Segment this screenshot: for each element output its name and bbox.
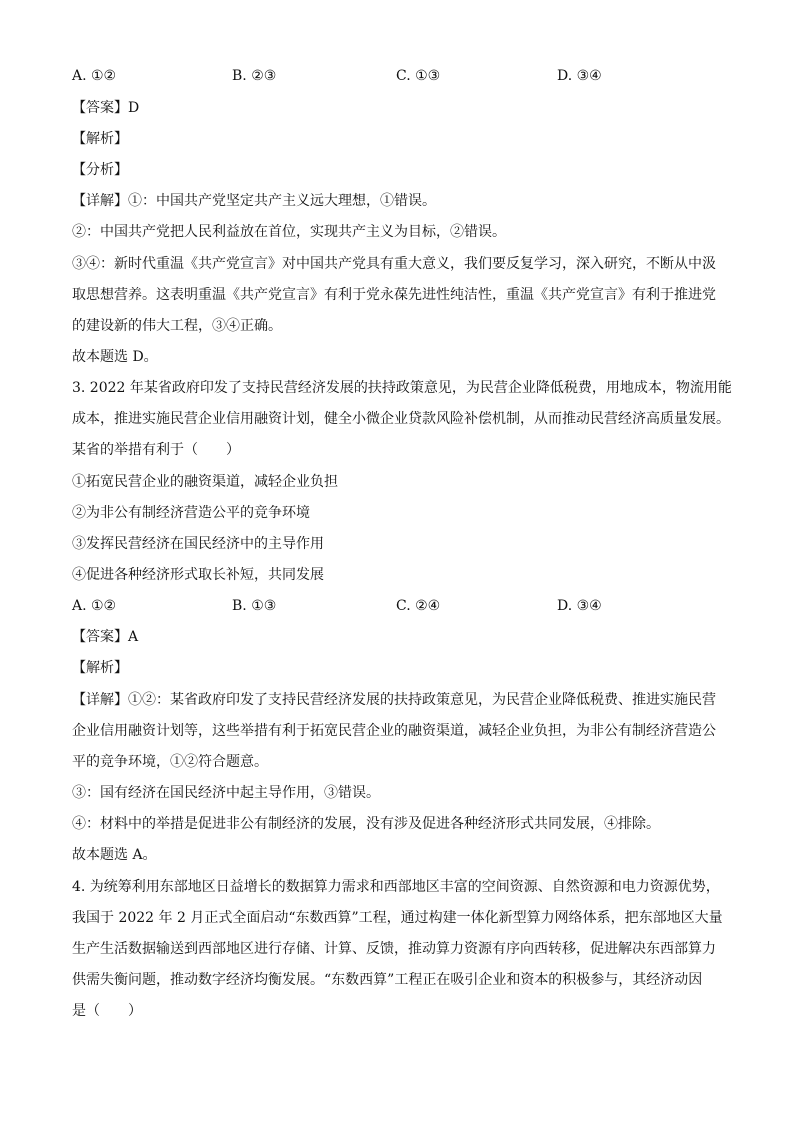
q4-stem-line: 生产生活数据输送到西部地区进行存储、计算、反馈，推动算力资源有序向西转移，促进解决东西部算力 xyxy=(72,941,716,957)
q2-explanation-line: 取思想营养。这表明重温《共产党宣言》有利于党永葆先进性纯洁性，重温《共产党宣言》有利于推进党 xyxy=(72,287,716,303)
q3-statement: ①拓宽民营企业的融资渠道，减轻企业负担 xyxy=(72,474,338,490)
q3-option-a: A. ①② xyxy=(72,598,117,614)
q2-explanation-line: ②：中国共产党把人民利益放在首位，实现共产主义为目标，②错误。 xyxy=(72,224,506,240)
q3-statement: ②为非公有制经济营造公平的竞争环境 xyxy=(72,505,310,521)
q3-option-c: C. ②④ xyxy=(396,598,441,614)
q3-stem-line: 成本，推进实施民营企业信用融资计划，健全小微企业贷款风险补偿机制，从而推动民营经济高质量发展。 xyxy=(72,411,730,427)
q4-stem-line: 供需失衡问题，推动数字经济均衡发展。“东数西算”工程正在吸引企业和资本的积极参与，其经济动因 xyxy=(72,972,703,988)
q2-answer: 【答案】D xyxy=(72,100,140,116)
q3-analysis-heading: 【解析】 xyxy=(72,660,128,676)
q2-option-a: A. ①② xyxy=(72,68,117,84)
q3-statement: ④促进各种经济形式取长补短，共同发展 xyxy=(72,567,324,583)
q2-option-c: C. ①③ xyxy=(396,68,441,84)
q2-conclusion: 故本题选 D。 xyxy=(72,349,158,365)
q2-fenxi-heading: 【分析】 xyxy=(72,162,128,178)
q2-analysis-heading: 【解析】 xyxy=(72,131,128,147)
q2-explanation-line: 的建设新的伟大工程，③④正确。 xyxy=(72,318,282,334)
q3-explanation-line: ③：国有经济在国民经济中起主导作用，③错误。 xyxy=(72,785,380,801)
q4-stem-line: 是（ ） xyxy=(72,1003,142,1019)
q4-stem-line: 我国于 2022 年 2 月正式全面启动“东数西算”工程，通过构建一体化新型算力网络体系，把东部地区大量 xyxy=(72,910,723,926)
q3-explanation-line: 平的竞争环境，①②符合题意。 xyxy=(72,754,268,770)
q2-option-d: D. ③④ xyxy=(557,68,602,84)
q2-explanation-line: 【详解】①：中国共产党坚定共产主义远大理想，①错误。 xyxy=(72,193,436,209)
q3-answer: 【答案】A xyxy=(72,629,139,645)
q3-statement: ③发挥民营经济在国民经济中的主导作用 xyxy=(72,536,324,552)
q3-option-b: B. ①③ xyxy=(232,598,277,614)
q3-explanation-line: 【详解】①②：某省政府印发了支持民营经济发展的扶持政策意见，为民营企业降低税费、推进实施民营 xyxy=(72,692,716,708)
q2-option-b: B. ②③ xyxy=(232,68,277,84)
q3-option-d: D. ③④ xyxy=(557,598,602,614)
q3-stem-line: 3. 2022 年某省政府印发了支持民营经济发展的扶持政策意见，为民营企业降低税费，用地成本，物流用能 xyxy=(72,380,732,396)
q3-explanation-line: 企业信用融资计划等，这些举措有利于拓宽民营企业的融资渠道，减轻企业负担，为非公有制经济营造公 xyxy=(72,723,716,739)
q3-explanation-line: ④：材料中的举措是促进非公有制经济的发展，没有涉及促进各种经济形式共同发展，④排除。 xyxy=(72,816,660,832)
q3-conclusion: 故本题选 A。 xyxy=(72,847,157,863)
q2-explanation-line: ③④：新时代重温《共产党宣言》对中国共产党具有重大意义，我们要反复学习，深入研究，不断从中汲 xyxy=(72,256,716,272)
q3-stem-line: 某省的举措有利于（ ） xyxy=(72,442,240,458)
q4-stem-line: 4. 为统筹利用东部地区日益增长的数据算力需求和西部地区丰富的空间资源、自然资源和电力资源优势， xyxy=(72,879,720,895)
